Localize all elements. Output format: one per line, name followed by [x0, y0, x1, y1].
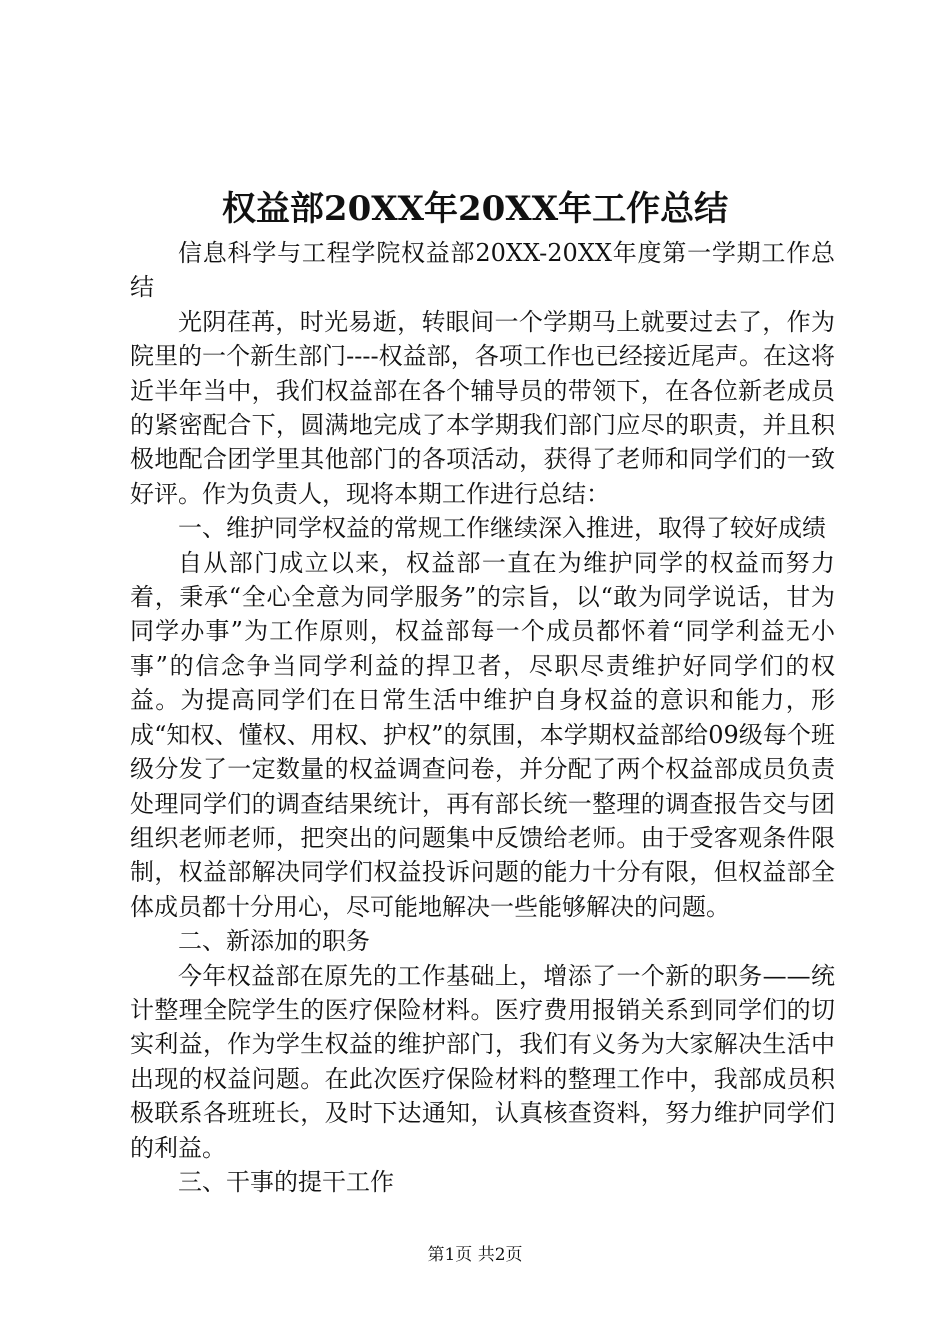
- intro-paragraph: 信息科学与工程学院权益部20XX-20XX年度第一学期工作总结: [130, 239, 835, 302]
- document-title: 权益部20XX年20XX年工作总结: [221, 189, 729, 229]
- document-body: [130, 236, 835, 1199]
- section-heading-1: 一、维护同学权益的常规工作继续深入推进，取得了较好成绩: [178, 514, 826, 543]
- summary-paragraph: 光阴荏苒，时光易逝，转眼间一个学期马上就要过去了，作为院里的一个新生部门----权益部，各项工作也已经接近尾声。在这将近半年当中，我们权益部在各个辅导员的带领下，在各位新老成员的紧密配合下，圆满地完成了本学期我们部门应尽的职责，并且积极地配合团学里其他部门的各项活动，获得了老师和同学们的一致好评。作为负责人，现将本期工作进行总结：: [130, 307, 835, 508]
- section-2-paragraph: 今年权益部在原先的工作基础上，增添了一个新的职务——统计整理全院学生的医疗保险材料。医疗费用报销关系到同学们的切实利益，作为学生权益的维护部门，我们有义务为大家解决生活中出现的权益问题。在此次医疗保险材料的整理工作中，我部成员积极联系各班班长，及时下达通知，认真核查资料，努力维护同学们的利益。: [130, 961, 835, 1162]
- section-1-paragraph: 自从部门成立以来，权益部一直在为维护同学的权益而努力着，秉承“全心全意为同学服务”的宗旨，以“敢为同学说话，甘为同学办事”为工作原则，权益部每一个成员都怀着“同学利益无小事”的信念争当同学利益的捍卫者，尽职尽责维护好同学们的权益。为提高同学们在日常生活中维护自身权益的意识和能力，形成“知权、懂权、用权、护权”的氛围，本学期权益部给09级每个班级分发了一定数量的权益调查问卷，并分配了两个权益部成员负责处理同学们的调查结果统计，再有部长统一整理的调查报告交与团组织老师老师，把突出的问题集中反馈给老师。由于受客观条件限制，权益部解决同学们权益投诉问题的能力十分有限，但权益部全体成员都十分用心，尽可能地解决一些能够解决的问题。: [130, 548, 835, 921]
- section-heading-3: 三、干事的提干工作: [178, 1167, 394, 1196]
- page-footer: 第1页 共2页: [427, 1245, 523, 1265]
- section-heading-2: 二、新添加的职务: [178, 927, 370, 956]
